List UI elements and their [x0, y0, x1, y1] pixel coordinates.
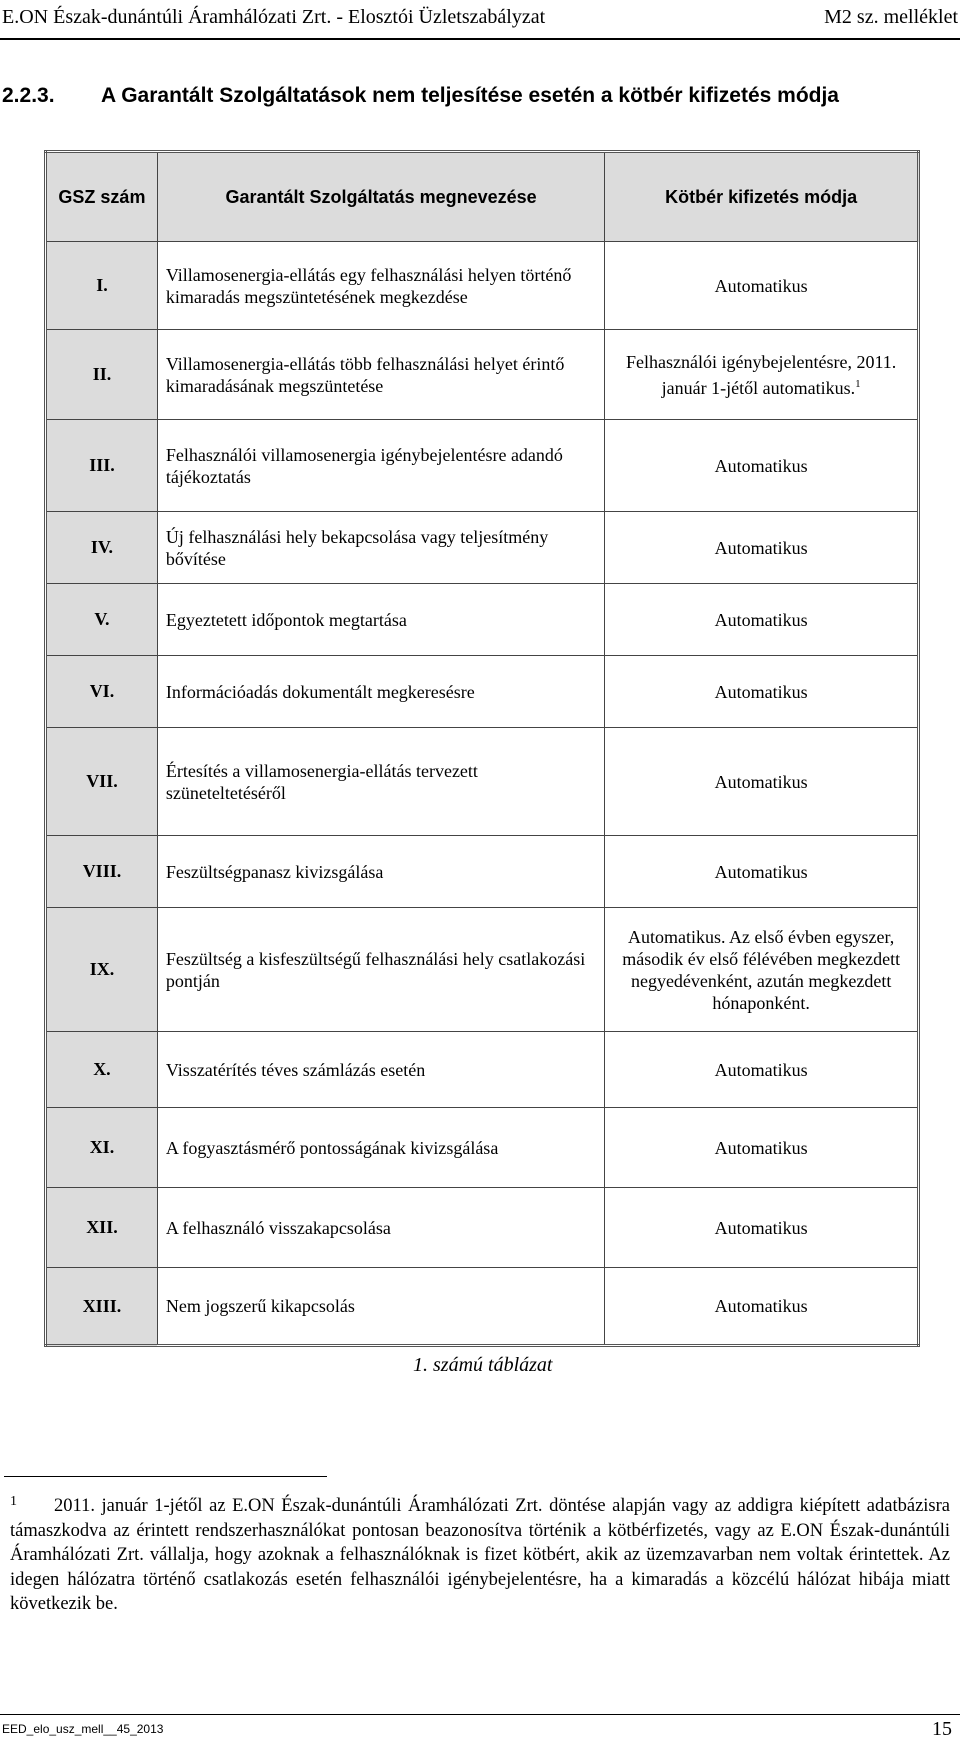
row-number: XI. [46, 1108, 158, 1188]
row-payment-method: Automatikus [605, 584, 919, 656]
column-header-payment-method: Kötbér kifizetés módja [605, 152, 919, 242]
row-number: X. [46, 1032, 158, 1108]
footnote-divider [4, 1476, 327, 1477]
row-number: VIII. [46, 836, 158, 908]
footer-divider [0, 1714, 960, 1715]
row-number: III. [46, 420, 158, 512]
row-number: XIII. [46, 1268, 158, 1346]
footer-document-code: EED_elo_usz_mell__45_2013 [2, 1722, 164, 1736]
row-number: II. [46, 330, 158, 420]
row-service-name: Nem jogszerű kikapcsolás [157, 1268, 604, 1346]
table-row [46, 1268, 919, 1346]
page-number: 15 [932, 1718, 952, 1740]
row-service-name: Feszültség a kisfeszültségű felhasználási hely csatlakozási pontján [157, 908, 604, 1032]
header-annex-label: M2 sz. melléklet [824, 6, 958, 28]
footnote-text [10, 1494, 950, 1617]
row-service-name: Egyeztetett időpontok megtartása [157, 584, 604, 656]
guaranteed-services-table [44, 150, 920, 1347]
table-row [46, 728, 919, 836]
row-service-name: Villamosenergia-ellátás egy felhasználási helyen történő kimaradás megszüntetésének megkezdése [157, 242, 604, 330]
table-row [46, 1032, 919, 1108]
section-number: 2.2.3. [2, 84, 55, 107]
row-service-name: Információadás dokumentált megkeresésre [157, 656, 604, 728]
footnote-body: 2011. január 1-jétől az E.ON Észak-dunántúli Áramhálózati Zrt. döntése alapján vagy az addigra kiépített adatbázisra támaszkodva az érintett rendszerhasználókat pontosan beazonosítva történik a kötbérfizetés, vagy az E.ON Észak-dunántúli Áramhálózati Zrt. vállalja, hogy azoknak a felhasználóknak is fizet kötbért, akik az üzemzavarban nem voltak érintettek. Az idegen hálózatra történő csatlakozás esetén felhasználói igénybejelentésre, ha a kimaradás a közcélú hálózat hibája miatt következik be. [10, 1496, 950, 1614]
table-caption: 1. számú táblázat [413, 1354, 553, 1376]
row-payment-method: Automatikus [605, 656, 919, 728]
row-payment-method: Automatikus [605, 836, 919, 908]
row-payment-method: Automatikus [605, 420, 919, 512]
table-row [46, 420, 919, 512]
table-row [46, 656, 919, 728]
row-payment-method: Automatikus [605, 1268, 919, 1346]
section-title: A Garantált Szolgáltatások nem teljesítése esetén a kötbér kifizetés módja [101, 84, 839, 107]
row-payment-method: Automatikus [605, 1108, 919, 1188]
row-payment-method [605, 330, 919, 420]
row-payment-method: Automatikus [605, 512, 919, 584]
row-service-name: A felhasználó visszakapcsolása [157, 1188, 604, 1268]
row-number: IV. [46, 512, 158, 584]
row-service-name: Visszatérítés téves számlázás esetén [157, 1032, 604, 1108]
table-row [46, 1108, 919, 1188]
row-payment-method: Automatikus [605, 242, 919, 330]
page-header [0, 6, 960, 34]
row-number: VII. [46, 728, 158, 836]
page-footer [0, 1718, 960, 1740]
header-divider [0, 38, 960, 40]
row-payment-method: Automatikus [605, 1188, 919, 1268]
table-row [46, 242, 919, 330]
table-row [46, 584, 919, 656]
row-service-name: Értesítés a villamosenergia-ellátás tervezett szüneteltetéséről [157, 728, 604, 836]
row-payment-text: Felhasználói igénybejelentésre, 2011. január 1-jétől automatikus. [626, 351, 897, 398]
row-service-name: Feszültségpanasz kivizsgálása [157, 836, 604, 908]
column-header-service-name: Garantált Szolgáltatás megnevezése [157, 152, 604, 242]
row-payment-method: Automatikus [605, 728, 919, 836]
table-row [46, 836, 919, 908]
row-number: VI. [46, 656, 158, 728]
table-header-row [46, 152, 919, 242]
row-service-name: A fogyasztásmérő pontosságának kivizsgálása [157, 1108, 604, 1188]
row-service-name: Felhasználói villamosenergia igénybejelentésre adandó tájékoztatás [157, 420, 604, 512]
table-row [46, 908, 919, 1032]
row-service-name: Új felhasználási hely bekapcsolása vagy teljesítmény bővítése [157, 512, 604, 584]
table-row [46, 512, 919, 584]
table-row [46, 330, 919, 420]
row-payment-method: Automatikus. Az első évben egyszer, második év első félévében megkezdett negyedévenként, azután megkezdett hónaponként. [605, 908, 919, 1032]
footnote-reference: 1 [855, 377, 861, 390]
row-number: XII. [46, 1188, 158, 1268]
row-number: IX. [46, 908, 158, 1032]
row-number: I. [46, 242, 158, 330]
footnote-marker: 1 [10, 1494, 17, 1509]
table-row [46, 1188, 919, 1268]
row-number: V. [46, 584, 158, 656]
row-service-name: Villamosenergia-ellátás több felhasználási helyet érintő kimaradásának megszüntetése [157, 330, 604, 420]
header-document-title: E.ON Észak-dunántúli Áramhálózati Zrt. - Elosztói Üzletszabályzat [2, 6, 546, 28]
footnote [10, 1494, 950, 1617]
column-header-gsz-number: GSZ szám [46, 152, 158, 242]
row-payment-method: Automatikus [605, 1032, 919, 1108]
